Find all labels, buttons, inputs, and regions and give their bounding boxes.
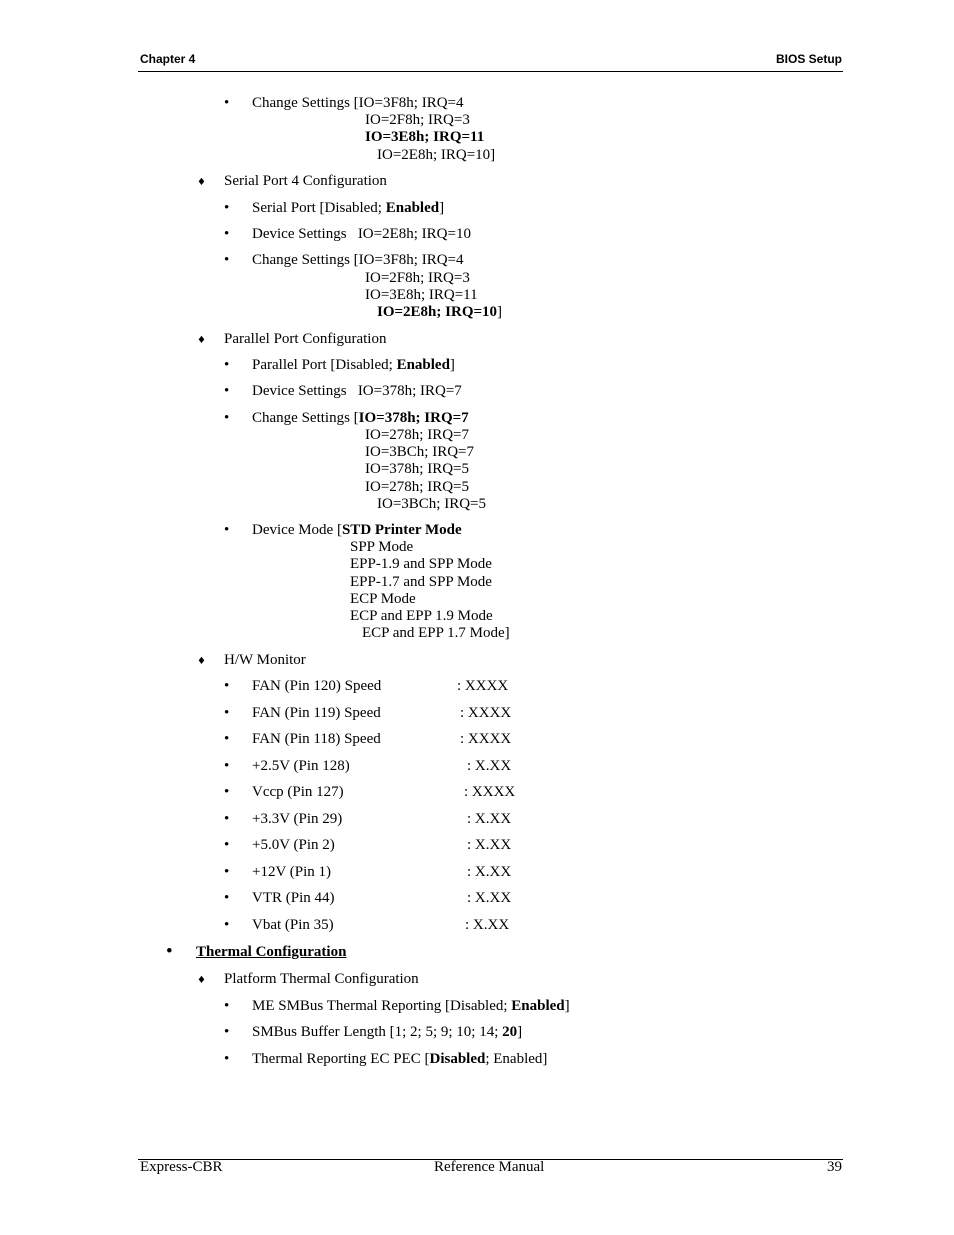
bullet: • [224, 705, 230, 721]
hw-label: Vbat (Pin 35) [252, 917, 334, 933]
sp4-title: Serial Port 4 Configuration [224, 173, 387, 189]
sp4-serial-port: Serial Port [Disabled; Enabled] [252, 200, 445, 216]
pp-parallel-port: Parallel Port [Disabled; Enabled] [252, 357, 455, 373]
thermal-ec-pec: Thermal Reporting EC PEC [Disabled; Enabled] [252, 1051, 548, 1067]
pp-mode-option: SPP Mode [350, 539, 414, 555]
bullet: • [224, 522, 230, 538]
pp-device-mode: Device Mode [STD Printer Mode [252, 522, 462, 538]
footer-product: Express-CBR [140, 1159, 223, 1175]
thermal-title: Thermal Configuration [196, 944, 347, 960]
sp4-device-settings: Device Settings IO=2E8h; IRQ=10 [252, 226, 471, 242]
pp-option: IO=378h; IRQ=5 [365, 461, 469, 477]
pp-change-settings: Change Settings [IO=378h; IRQ=7 [252, 410, 469, 426]
hw-value: : XXXX [460, 731, 512, 747]
bullet: • [224, 252, 230, 268]
bullet: • [224, 200, 230, 216]
thermal-me-smbus: ME SMBus Thermal Reporting [Disabled; Enabled] [252, 998, 570, 1014]
hw-value: : XXXX [460, 705, 512, 721]
hw-value: : X.XX [467, 811, 512, 827]
hw-value: : XXXX [457, 678, 509, 694]
hw-label: Vccp (Pin 127) [252, 784, 344, 800]
hw-value: : X.XX [467, 758, 512, 774]
bullet: • [224, 917, 230, 933]
diamond-bullet-icon: ♦ [197, 177, 206, 188]
sp4-option: IO=3E8h; IRQ=11 [365, 287, 478, 303]
bullet: • [224, 731, 230, 747]
pp-option: IO=3BCh; IRQ=7 [365, 444, 475, 460]
sp4-option-selected: IO=2E8h; IRQ=10] [377, 304, 503, 320]
hw-value: : X.XX [467, 837, 512, 853]
hw-label: +5.0V (Pin 2) [252, 837, 335, 853]
bullet: • [224, 383, 230, 399]
diamond-bullet-icon: ♦ [197, 975, 206, 986]
bullet: • [224, 226, 230, 242]
bullet: • [224, 864, 230, 880]
hw-value: : XXXX [464, 784, 516, 800]
sp3-change-settings: Change Settings [IO=3F8h; IRQ=4 [252, 95, 464, 111]
hw-label: +2.5V (Pin 128) [252, 758, 350, 774]
bullet: • [224, 758, 230, 774]
bullet: • [224, 811, 230, 827]
page-number: 39 [827, 1159, 842, 1175]
section-header: BIOS Setup [775, 52, 842, 66]
hw-label: VTR (Pin 44) [252, 890, 335, 906]
bullet: • [224, 784, 230, 800]
bullet: • [224, 410, 230, 426]
hw-label: FAN (Pin 119) Speed [252, 705, 381, 721]
sp3-option: IO=2E8h; IRQ=10] [377, 147, 496, 163]
pp-device-settings: Device Settings IO=378h; IRQ=7 [252, 383, 462, 399]
pp-mode-option: EPP-1.7 and SPP Mode [350, 574, 492, 590]
chapter-header: Chapter 4 [140, 52, 196, 66]
bullet: • [224, 95, 230, 111]
pp-mode-option: ECP and EPP 1.9 Mode [350, 608, 493, 624]
pp-mode-option: EPP-1.9 and SPP Mode [350, 556, 492, 572]
hw-value: : X.XX [467, 864, 512, 880]
thermal-platform: Platform Thermal Configuration [224, 971, 419, 987]
pp-mode-option: ECP and EPP 1.7 Mode] [362, 625, 510, 641]
sp3-option: IO=2F8h; IRQ=3 [365, 112, 470, 128]
bullet: • [224, 837, 230, 853]
sp4-change-settings: Change Settings [IO=3F8h; IRQ=4 [252, 252, 464, 268]
pp-mode-option: ECP Mode [350, 591, 416, 607]
bullet: • [224, 1051, 230, 1067]
pp-title: Parallel Port Configuration [224, 331, 387, 347]
hw-label: +3.3V (Pin 29) [252, 811, 343, 827]
hw-value: : X.XX [467, 890, 512, 906]
hw-label: FAN (Pin 120) Speed [252, 678, 382, 694]
diamond-bullet-icon: ♦ [197, 335, 206, 346]
header-rule [138, 71, 843, 72]
sp4-option: IO=2F8h; IRQ=3 [365, 270, 470, 286]
hw-title: H/W Monitor [224, 652, 306, 668]
bullet: • [224, 678, 230, 694]
bullet: • [224, 890, 230, 906]
hw-value: : X.XX [465, 917, 510, 933]
pp-option: IO=278h; IRQ=7 [365, 427, 469, 443]
hw-label: FAN (Pin 118) Speed [252, 731, 381, 747]
bullet: • [224, 998, 230, 1014]
sp3-option-selected: IO=3E8h; IRQ=11 [365, 129, 485, 145]
diamond-bullet-icon: ♦ [197, 656, 206, 667]
footer-manual: Reference Manual [434, 1159, 545, 1175]
bullet: • [166, 941, 173, 962]
hw-label: +12V (Pin 1) [252, 864, 332, 880]
bullet: • [224, 1024, 230, 1040]
bullet: • [224, 357, 230, 373]
thermal-buffer-length: SMBus Buffer Length [1; 2; 5; 9; 10; 14; 20] [252, 1024, 523, 1040]
pp-option: IO=3BCh; IRQ=5 [377, 496, 487, 512]
pp-option: IO=278h; IRQ=5 [365, 479, 469, 495]
